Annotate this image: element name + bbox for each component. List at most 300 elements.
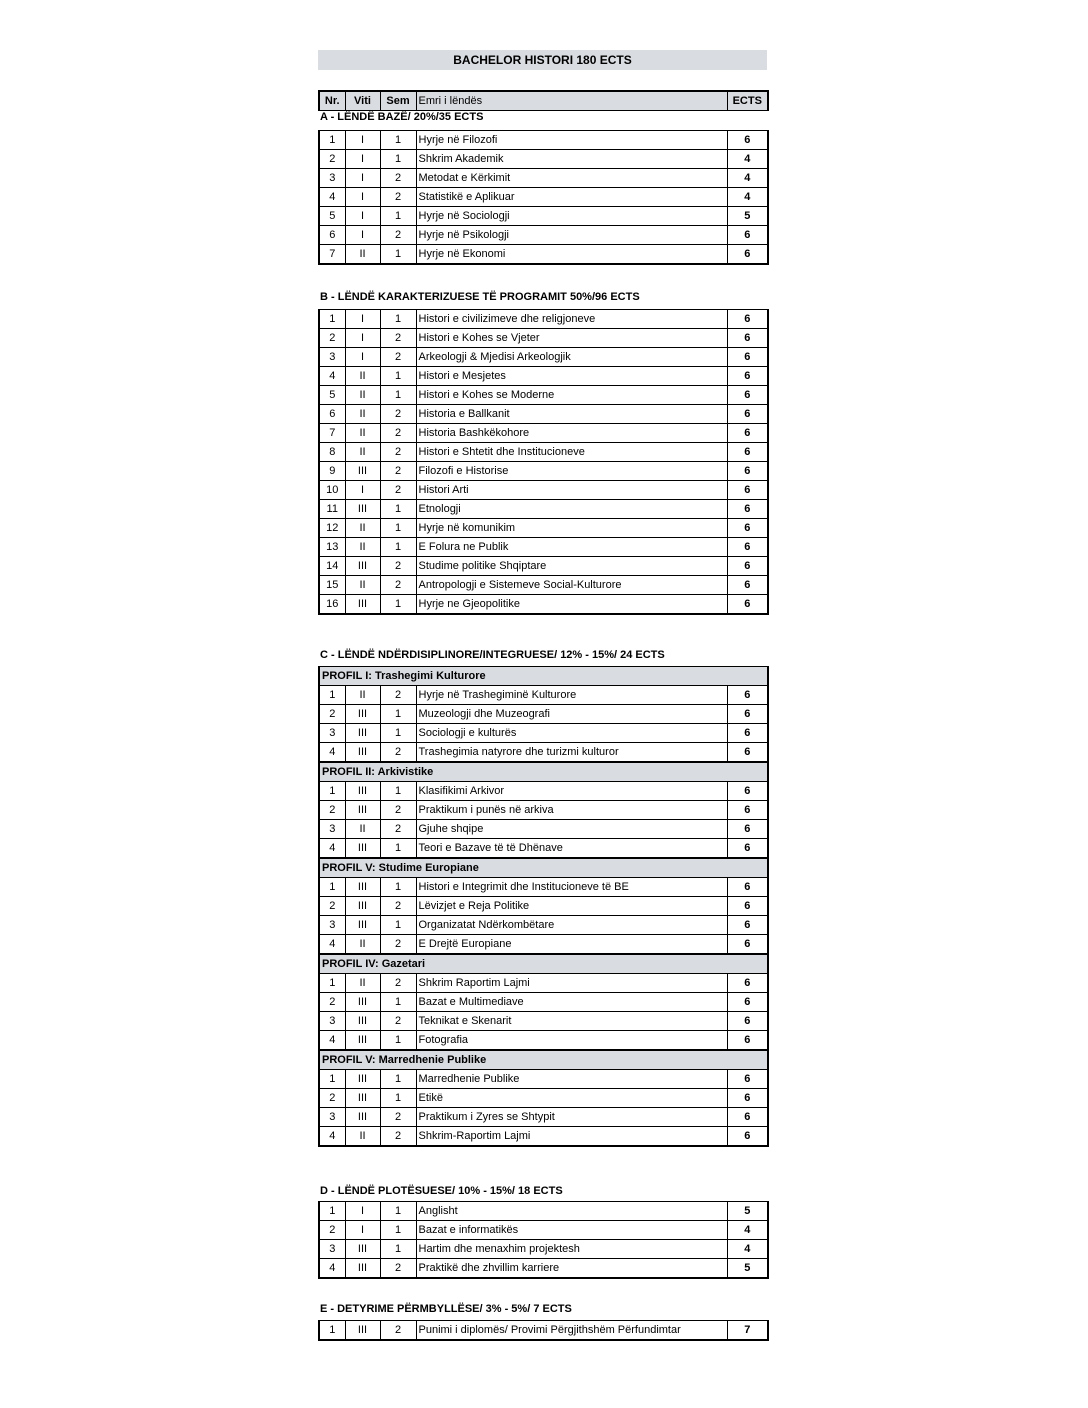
cell-ects: 6 [727,405,768,424]
cell-viti: II [345,245,380,265]
table-row [319,188,768,207]
cell-nr: 4 [319,743,345,763]
cell-viti: I [345,1202,380,1221]
cell-nr: 2 [319,993,345,1012]
table-row [319,686,768,705]
table-row [319,405,768,424]
section-b-rows [318,309,769,615]
cell-ects: 6 [727,245,768,265]
cell-ects: 6 [727,935,768,955]
cell-ects: 6 [727,131,768,150]
table-row [319,801,768,820]
cell-viti: I [345,329,380,348]
cell-viti: III [345,801,380,820]
table-row [319,576,768,595]
table-row [319,245,768,265]
cell-course-name: Bazat e informatikës [416,1221,727,1240]
cell-course-name: Histori e Integrimit dhe Institucioneve të BE [416,878,727,897]
cell-ects: 6 [727,462,768,481]
cell-viti: II [345,686,380,705]
cell-viti: III [345,1240,380,1259]
section-a-block [318,90,769,265]
table-row [319,935,768,955]
table-row [319,1108,768,1127]
cell-nr: 4 [319,367,345,386]
cell-viti: I [345,481,380,500]
profile-name: PROFIL V: Marredhenie Publike [319,1050,768,1070]
cell-sem: 1 [380,310,416,329]
cell-nr: 4 [319,839,345,859]
cell-course-name: Hyrje në Ekonomi [416,245,727,265]
table-row [319,1089,768,1108]
cell-course-name: Punimi i diplomës/ Provimi Përgjithshëm Përfundimtar [416,1321,727,1341]
cell-sem: 2 [380,686,416,705]
cell-viti: III [345,595,380,615]
cell-course-name: Hyrje në Filozofi [416,131,727,150]
section-a-table [318,90,769,111]
table-row [319,782,768,801]
cell-course-name: E Drejtë Europiane [416,935,727,955]
cell-sem: 2 [380,576,416,595]
table-row [319,538,768,557]
cell-ects: 4 [727,150,768,169]
table-row [319,1221,768,1240]
cell-viti: III [345,1031,380,1051]
cell-course-name: Etikë [416,1089,727,1108]
table-row [319,557,768,576]
cell-viti: II [345,519,380,538]
profile-header-row [319,858,768,878]
table-row [319,348,768,367]
cell-course-name: Histori e Mesjetes [416,367,727,386]
cell-ects: 4 [727,188,768,207]
profile-name: PROFIL I: Trashegimi Kulturore [319,667,768,686]
cell-ects: 6 [727,519,768,538]
cell-viti: III [345,705,380,724]
cell-nr: 9 [319,462,345,481]
cell-course-name: Fotografia [416,1031,727,1051]
cell-ects: 6 [727,820,768,839]
cell-nr: 3 [319,348,345,367]
cell-ects: 6 [727,367,768,386]
cell-course-name: Historia e Ballkanit [416,405,727,424]
cell-sem: 2 [380,169,416,188]
cell-nr: 11 [319,500,345,519]
cell-nr: 3 [319,169,345,188]
cell-ects: 6 [727,1089,768,1108]
cell-nr: 1 [319,1321,345,1341]
cell-sem: 2 [380,1321,416,1341]
cell-viti: III [345,1070,380,1089]
cell-course-name: Hyrje në komunikim [416,519,727,538]
table-row [319,519,768,538]
cell-course-name: Bazat e Multimediave [416,993,727,1012]
cell-ects: 6 [727,1070,768,1089]
cell-nr: 2 [319,329,345,348]
cell-viti: II [345,1127,380,1147]
table-row [319,820,768,839]
cell-course-name: Historia Bashkëkohore [416,424,727,443]
cell-nr: 2 [319,801,345,820]
cell-sem: 2 [380,974,416,993]
cell-nr: 3 [319,1012,345,1031]
cell-ects: 6 [727,743,768,763]
cell-nr: 1 [319,131,345,150]
profile-name: PROFIL II: Arkivistike [319,762,768,782]
cell-nr: 8 [319,443,345,462]
cell-course-name: Etnologji [416,500,727,519]
header-nr: Nr. [319,91,345,111]
cell-ects: 5 [727,207,768,226]
cell-sem: 2 [380,188,416,207]
cell-sem: 1 [380,150,416,169]
profile-name: PROFIL IV: Gazetari [319,954,768,974]
profile-header-row [319,667,768,686]
cell-course-name: Praktikum i punës në arkiva [416,801,727,820]
cell-viti: III [345,993,380,1012]
cell-nr: 3 [319,916,345,935]
cell-course-name: Metodat e Kërkimit [416,169,727,188]
cell-viti: III [345,1089,380,1108]
cell-nr: 1 [319,1202,345,1221]
section-e-block [318,1320,769,1341]
cell-course-name: Praktikë dhe zhvillim karriere [416,1259,727,1279]
cell-course-name: Filozofi e Historise [416,462,727,481]
cell-viti: I [345,226,380,245]
cell-ects: 6 [727,500,768,519]
cell-viti: II [345,367,380,386]
cell-nr: 7 [319,245,345,265]
section-d-rows [318,1201,769,1279]
profile-name: PROFIL V: Studime Europiane [319,858,768,878]
table-row [319,207,768,226]
cell-nr: 2 [319,897,345,916]
cell-sem: 2 [380,1259,416,1279]
table-row [319,169,768,188]
cell-nr: 2 [319,1089,345,1108]
cell-ects: 6 [727,801,768,820]
cell-ects: 4 [727,169,768,188]
table-row [319,500,768,519]
table-row [319,329,768,348]
cell-nr: 3 [319,1240,345,1259]
cell-ects: 6 [727,1127,768,1147]
cell-sem: 1 [380,207,416,226]
cell-nr: 10 [319,481,345,500]
cell-course-name: Histori e Shtetit dhe Institucioneve [416,443,727,462]
cell-viti: III [345,462,380,481]
cell-course-name: Hartim dhe menaxhim projektesh [416,1240,727,1259]
cell-viti: II [345,443,380,462]
cell-course-name: Sociologji e kulturës [416,724,727,743]
table-row [319,595,768,615]
cell-ects: 6 [727,538,768,557]
cell-viti: I [345,348,380,367]
cell-ects: 6 [727,443,768,462]
section-d-title: D - LËNDË PLOTËSUESE/ 10% - 15%/ 18 ECTS [320,1185,563,1197]
cell-nr: 1 [319,878,345,897]
header-name: Emri i lëndës [416,91,727,111]
cell-ects: 6 [727,897,768,916]
cell-ects: 6 [727,424,768,443]
section-e-title: E - DETYRIME PËRMBYLLËSE/ 3% - 5%/ 7 ECTS [320,1303,572,1315]
cell-ects: 4 [727,1221,768,1240]
cell-sem: 2 [380,481,416,500]
cell-course-name: Teknikat e Skenarit [416,1012,727,1031]
document-title: BACHELOR HISTORI 180 ECTS [318,50,767,70]
cell-viti: I [345,310,380,329]
cell-viti: III [345,557,380,576]
profile-header-row [319,1050,768,1070]
section-c-title: C - LËNDË NDËRDISIPLINORE/INTEGRUESE/ 12% - 15%/ 24 ECTS [320,649,665,661]
cell-sem: 2 [380,897,416,916]
cell-viti: I [345,207,380,226]
cell-viti: III [345,1108,380,1127]
cell-sem: 1 [380,595,416,615]
section-e-rows [318,1320,769,1341]
cell-sem: 2 [380,557,416,576]
cell-course-name: Hyrje në Psikologji [416,226,727,245]
cell-viti: II [345,974,380,993]
cell-ects: 6 [727,782,768,801]
cell-nr: 15 [319,576,345,595]
cell-sem: 2 [380,935,416,955]
cell-ects: 6 [727,226,768,245]
cell-nr: 1 [319,1070,345,1089]
cell-ects: 6 [727,974,768,993]
section-c-table [318,666,769,1147]
table-row [319,1240,768,1259]
cell-nr: 3 [319,820,345,839]
cell-nr: 2 [319,705,345,724]
cell-course-name: Muzeologji dhe Muzeografi [416,705,727,724]
cell-viti: III [345,724,380,743]
cell-course-name: E Folura ne Publik [416,538,727,557]
cell-nr: 3 [319,1108,345,1127]
cell-viti: III [345,782,380,801]
cell-sem: 1 [380,1202,416,1221]
table-row [319,386,768,405]
table-row [319,974,768,993]
cell-sem: 1 [380,500,416,519]
cell-nr: 4 [319,935,345,955]
cell-viti: I [345,1221,380,1240]
table-row [319,1259,768,1279]
cell-sem: 2 [380,1108,416,1127]
cell-course-name: Hyrje në Sociologji [416,207,727,226]
cell-nr: 14 [319,557,345,576]
cell-viti: II [345,820,380,839]
cell-course-name: Histori e Kohes se Moderne [416,386,727,405]
cell-viti: III [345,916,380,935]
cell-ects: 6 [727,839,768,859]
cell-nr: 1 [319,310,345,329]
table-row [319,993,768,1012]
cell-viti: II [345,538,380,557]
cell-sem: 1 [380,1240,416,1259]
cell-viti: III [345,1321,380,1341]
cell-sem: 1 [380,705,416,724]
cell-viti: II [345,405,380,424]
cell-course-name: Shkrim Akademik [416,150,727,169]
section-a-title: A - LËNDË BAZË/ 20%/35 ECTS [320,111,484,123]
cell-viti: III [345,1012,380,1031]
table-row [319,743,768,763]
cell-course-name: Hyrje ne Gjeopolitike [416,595,727,615]
cell-sem: 1 [380,1089,416,1108]
table-row [319,443,768,462]
cell-sem: 1 [380,245,416,265]
table-row [319,310,768,329]
cell-viti: I [345,169,380,188]
cell-nr: 2 [319,1221,345,1240]
cell-nr: 16 [319,595,345,615]
cell-sem: 2 [380,801,416,820]
profile-header-row [319,954,768,974]
cell-sem: 2 [380,405,416,424]
cell-sem: 2 [380,348,416,367]
cell-viti: III [345,500,380,519]
cell-ects: 6 [727,310,768,329]
table-header-row [319,91,768,111]
cell-sem: 1 [380,993,416,1012]
cell-ects: 6 [727,595,768,615]
cell-sem: 1 [380,131,416,150]
table-row [319,1321,768,1341]
cell-course-name: Studime politike Shqiptare [416,557,727,576]
cell-ects: 6 [727,329,768,348]
cell-course-name: Arkeologji & Mjedisi Arkeologjik [416,348,727,367]
cell-sem: 1 [380,1070,416,1089]
cell-viti: II [345,935,380,955]
cell-ects: 7 [727,1321,768,1341]
cell-ects: 6 [727,576,768,595]
cell-course-name: Anglisht [416,1202,727,1221]
cell-sem: 1 [380,878,416,897]
header-ects: ECTS [727,91,768,111]
table-row [319,1070,768,1089]
cell-sem: 2 [380,462,416,481]
cell-course-name: Lëvizjet e Reja Politike [416,897,727,916]
section-a-rows [318,130,769,265]
cell-ects: 6 [727,705,768,724]
cell-sem: 1 [380,519,416,538]
cell-nr: 4 [319,1259,345,1279]
profile-header-row [319,762,768,782]
cell-ects: 5 [727,1259,768,1279]
cell-course-name: Gjuhe shqipe [416,820,727,839]
cell-sem: 1 [380,839,416,859]
cell-sem: 1 [380,538,416,557]
cell-ects: 6 [727,916,768,935]
cell-viti: III [345,839,380,859]
cell-sem: 2 [380,820,416,839]
cell-ects: 4 [727,1240,768,1259]
cell-course-name: Antropologji e Sistemeve Social-Kulturore [416,576,727,595]
cell-ects: 6 [727,1108,768,1127]
cell-course-name: Statistikë e Aplikuar [416,188,727,207]
header-sem: Sem [380,91,416,111]
cell-viti: II [345,386,380,405]
cell-course-name: Klasifikimi Arkivor [416,782,727,801]
table-row [319,131,768,150]
cell-viti: I [345,131,380,150]
cell-nr: 1 [319,974,345,993]
cell-sem: 1 [380,1031,416,1051]
cell-sem: 2 [380,226,416,245]
table-row [319,367,768,386]
table-row [319,481,768,500]
cell-course-name: Histori e Kohes se Vjeter [416,329,727,348]
cell-sem: 2 [380,1012,416,1031]
table-row [319,1127,768,1147]
cell-ects: 6 [727,386,768,405]
cell-viti: III [345,897,380,916]
cell-course-name: Trashegimia natyrore dhe turizmi kulturor [416,743,727,763]
cell-course-name: Histori Arti [416,481,727,500]
section-d-block [318,1201,769,1279]
table-row [319,705,768,724]
cell-viti: III [345,878,380,897]
cell-viti: I [345,188,380,207]
cell-nr: 1 [319,782,345,801]
cell-sem: 2 [380,1127,416,1147]
cell-nr: 2 [319,150,345,169]
table-row [319,878,768,897]
cell-sem: 1 [380,1221,416,1240]
table-row [319,1031,768,1051]
cell-sem: 1 [380,782,416,801]
cell-viti: III [345,743,380,763]
table-row [319,1012,768,1031]
table-row [319,150,768,169]
cell-course-name: Praktikum i Zyres se Shtypit [416,1108,727,1127]
cell-viti: II [345,576,380,595]
cell-ects: 6 [727,993,768,1012]
cell-ects: 6 [727,724,768,743]
section-b-title: B - LËNDË KARAKTERIZUESE TË PROGRAMIT 50%/96 ECTS [320,291,640,303]
cell-ects: 6 [727,1031,768,1051]
table-row [319,724,768,743]
cell-nr: 12 [319,519,345,538]
cell-ects: 6 [727,481,768,500]
cell-nr: 3 [319,724,345,743]
cell-nr: 13 [319,538,345,557]
cell-course-name: Teori e Bazave të të Dhënave [416,839,727,859]
cell-sem: 2 [380,743,416,763]
section-c-block [318,666,769,1147]
cell-sem: 1 [380,724,416,743]
cell-course-name: Organizatat Ndërkombëtare [416,916,727,935]
table-row [319,1202,768,1221]
cell-nr: 6 [319,226,345,245]
cell-ects: 6 [727,348,768,367]
section-b-block [318,309,769,615]
table-row [319,462,768,481]
table-row [319,226,768,245]
cell-nr: 5 [319,207,345,226]
cell-ects: 5 [727,1202,768,1221]
cell-course-name: Histori e civilizimeve dhe religjoneve [416,310,727,329]
cell-nr: 7 [319,424,345,443]
cell-course-name: Shkrim-Raportim Lajmi [416,1127,727,1147]
cell-ects: 6 [727,686,768,705]
table-row [319,839,768,859]
cell-viti: I [345,150,380,169]
cell-viti: III [345,1259,380,1279]
cell-nr: 4 [319,1127,345,1147]
cell-course-name: Shkrim Raportim Lajmi [416,974,727,993]
